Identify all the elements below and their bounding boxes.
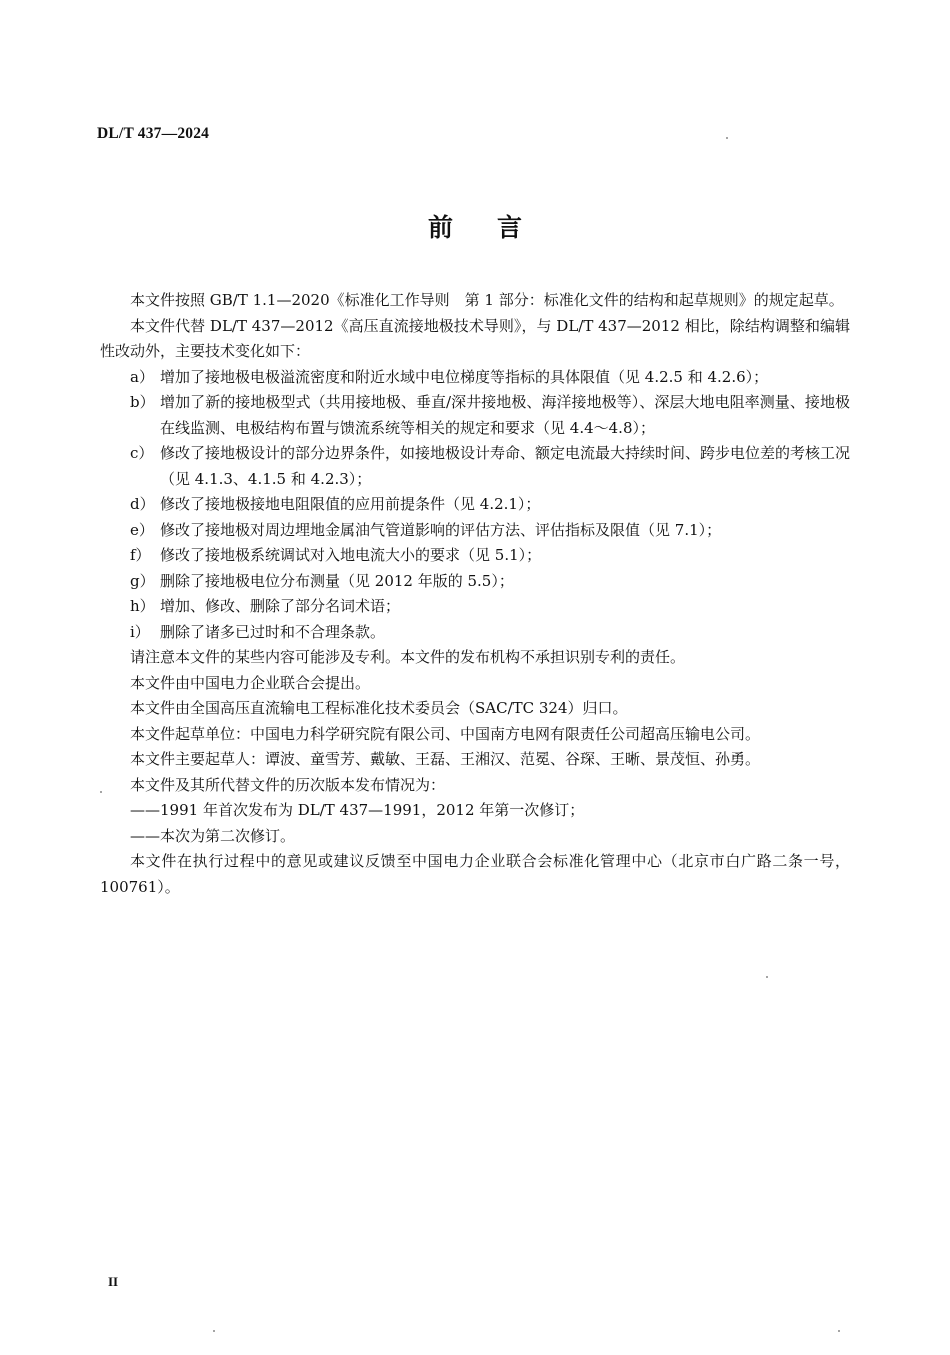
list-marker: b） bbox=[130, 393, 155, 411]
list-marker: e） bbox=[130, 520, 154, 539]
paragraph-drafters: 本文件主要起草人：谭波、童雪芳、戴敏、王磊、王湘汉、范冕、谷琛、王晰、景茂恒、孙勇。 bbox=[130, 750, 761, 768]
list-item-text: 修改了接地极系统调试对入地电流大小的要求（见 5.1）； bbox=[160, 546, 542, 564]
list-item-text: 修改了接地极设计的部分边界条件，如接地极设计寿命、额定电流最大持续时间、跨步电位差的考核工况（见 4.1.3、4.1.5 和 4.2.3）； bbox=[160, 444, 851, 488]
foreword-body bbox=[100, 288, 850, 900]
list-item bbox=[100, 492, 850, 518]
list-item bbox=[100, 365, 850, 391]
title-char-1: 前 bbox=[427, 213, 453, 242]
paragraph-basis: 本文件按照 GB/T 1.1—2020《标准化工作导则 第 1 部分：标准化文件的结构和起草规则》的规定起草。 bbox=[130, 291, 844, 309]
scan-speck bbox=[766, 976, 768, 978]
list-marker: g） bbox=[130, 571, 155, 590]
list-marker: f） bbox=[130, 546, 151, 564]
list-item bbox=[100, 543, 850, 569]
page-number: II bbox=[108, 1274, 119, 1289]
list-marker: d） bbox=[130, 495, 155, 513]
history-item: ——1991 年首次发布为 DL/T 437—1991，2012 年第一次修订； bbox=[130, 801, 585, 819]
list-item-text: 增加了新的接地极型式（共用接地极、垂直/深井接地极、海洋接地极等）、深层大地电阻率测量、接地极在线监测、电极结构布置与馈流系统等相关的规定和要求（见 4.4～4.8）； bbox=[160, 393, 850, 437]
list-item bbox=[100, 620, 850, 646]
scan-speck bbox=[213, 1330, 215, 1332]
list-item-text: 增加了接地极电极溢流密度和附近水域中电位梯度等指标的具体限值（见 4.2.5 和 4.2.6）； bbox=[160, 367, 769, 386]
list-item-text: 修改了接地极接地电阻限值的应用前提条件（见 4.2.1）； bbox=[160, 495, 541, 513]
paragraph-drafting-units: 本文件起草单位：中国电力科学研究院有限公司、中国南方电网有限责任公司超高压输电公司。 bbox=[130, 724, 761, 743]
list-marker: i） bbox=[130, 622, 150, 641]
list-item bbox=[100, 594, 850, 620]
list-item bbox=[100, 390, 850, 441]
list-item bbox=[100, 518, 850, 544]
scan-speck bbox=[100, 791, 102, 793]
list-item-text: 删除了诸多已过时和不合理条款。 bbox=[160, 622, 386, 641]
title-char-2: 言 bbox=[497, 213, 523, 242]
list-marker: a） bbox=[130, 367, 154, 386]
list-item bbox=[100, 441, 850, 492]
list-item-text: 修改了接地极对周边埋地金属油气管道影响的评估方法、评估指标及限值（见 7.1）； bbox=[160, 520, 722, 539]
list-item bbox=[100, 569, 850, 595]
paragraph-centralized: 本文件由全国高压直流输电工程标准化技术委员会（SAC/TC 324）归口。 bbox=[130, 699, 628, 717]
scan-speck bbox=[838, 1330, 840, 1332]
document-code: DL/T 437—2024 bbox=[97, 125, 210, 142]
scan-speck bbox=[726, 137, 728, 139]
paragraph-history-intro: 本文件及其所代替文件的历次版本发布情况为： bbox=[130, 775, 446, 794]
paragraph-feedback: 本文件在执行过程中的意见或建议反馈至中国电力企业联合会标准化管理中心（北京市白广路二条一号，100761）。 bbox=[100, 852, 850, 896]
list-marker: h） bbox=[130, 597, 155, 615]
list-item-text: 删除了接地极电位分布测量（见 2012 年版的 5.5）； bbox=[160, 571, 514, 590]
list-marker: c） bbox=[130, 444, 154, 462]
paragraph-proposer: 本文件由中国电力企业联合会提出。 bbox=[130, 673, 371, 692]
history-item: ——本次为第二次修订。 bbox=[130, 826, 296, 845]
list-item-text: 增加、修改、删除了部分名词术语； bbox=[160, 597, 401, 615]
paragraph-patent-notice: 请注意本文件的某些内容可能涉及专利。本文件的发布机构不承担识别专利的责任。 bbox=[130, 648, 686, 666]
paragraph-replacement: 本文件代替 DL/T 437—2012《高压直流接地极技术导则》，与 DL/T 437—2012 相比，除结构调整和编辑性改动外，主要技术变化如下： bbox=[100, 316, 850, 360]
changes-list bbox=[100, 365, 850, 646]
page-title bbox=[0, 208, 950, 244]
